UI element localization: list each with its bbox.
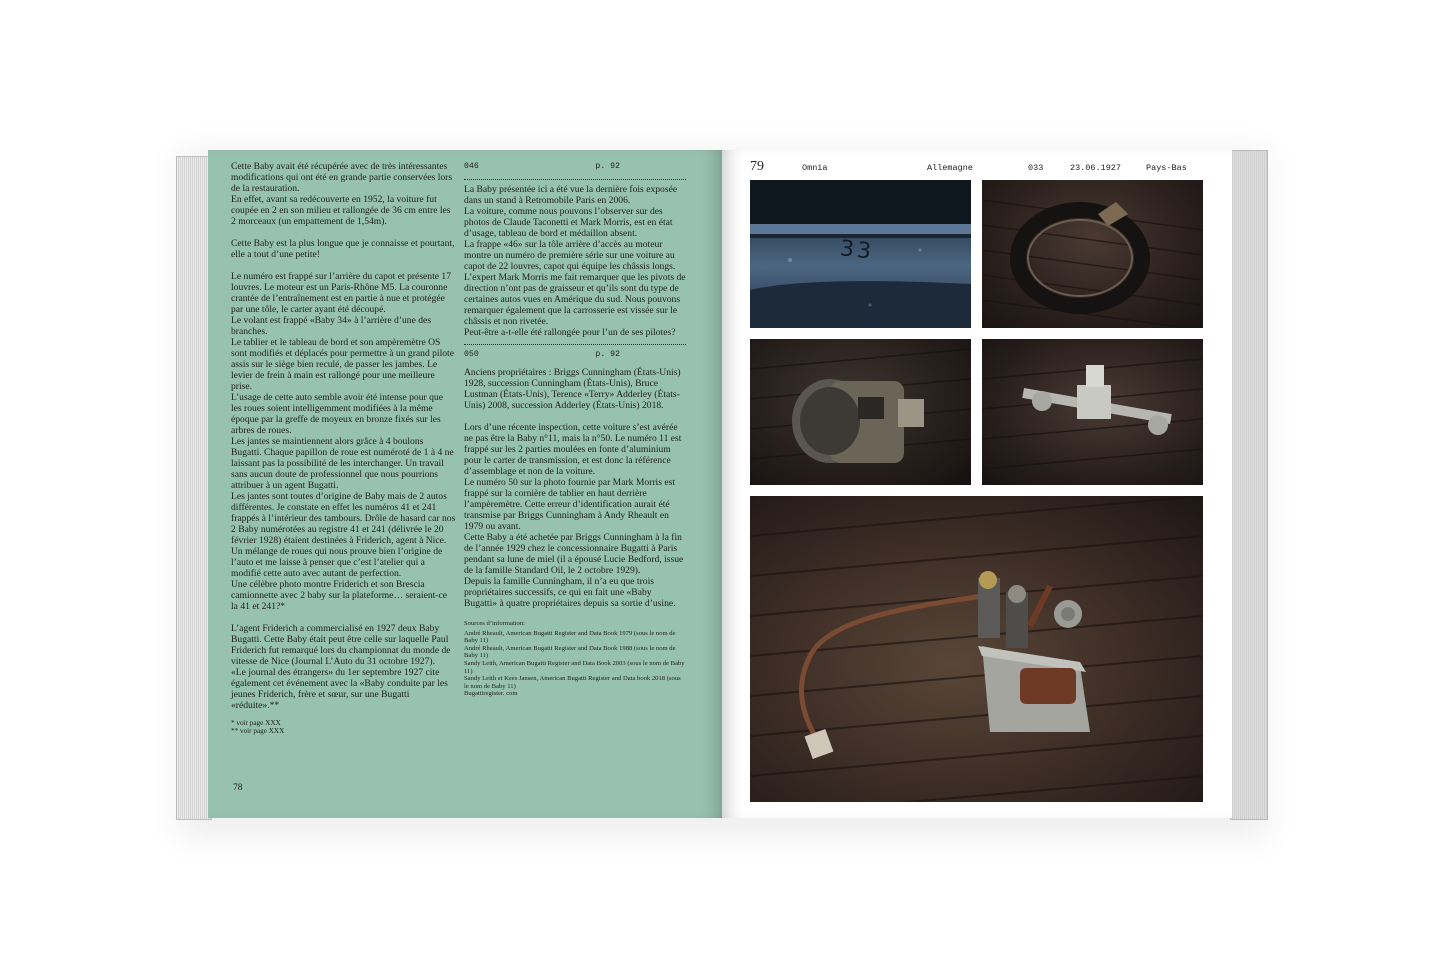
header-country: Allemagne bbox=[927, 163, 973, 173]
source-item: Sandy Leith et Kees Jansen, American Bugatti Register and Data book 2018 (sous le nom de Baby 11) bbox=[464, 675, 681, 690]
source-item: Bugattiregister. com bbox=[464, 690, 518, 698]
header-date: 23.06.1927 bbox=[1070, 163, 1122, 173]
left-page bbox=[208, 150, 722, 818]
sources-title: Sources d’information: bbox=[464, 620, 525, 627]
entry-page-ref: p. 92 bbox=[595, 162, 620, 171]
paragraph: La Baby présentée ici a été vue la dernière fois exposée dans un stand à Retromobile Paris en 2006. La voiture, comme nous pouvons l’observer sur des photos de Claude Taconetti et Mark Morris, est en état d’usage, tableau de bord et médaillon absent. La frappe «46» sur la tôle arrière d’accès au moteur montre un numéro de première série sur une voiture au capot de 22 louvres, capot qui équipe les châssis longs. L’expert Mark Morris me fait remarquer que les pivots de direction n’ont pas de graisseur et qu’ils sont du type de certaines autos vues en Amérique du sud. Nous pouvons remarquer également que la carrosserie est vissée sur le châssis et non rivetée. Peut-être a-t-elle été rallongée pour l’un de ses pilotes? bbox=[464, 184, 686, 338]
paragraph: Cette Baby est la plus longue que je connaisse et pourtant, elle a tout d’une petite! bbox=[231, 238, 455, 260]
dotted-divider bbox=[464, 344, 686, 345]
left-column-2 bbox=[464, 161, 686, 698]
photo-pedal-assembly bbox=[750, 496, 1203, 802]
right-page bbox=[722, 150, 1232, 818]
footnote: * voir page XXX bbox=[231, 719, 281, 727]
paragraph: Cette Baby avait été récupérée avec de très intéressantes modifications qui ont été en grande partie conservées lors de la restauration. En effet, avant sa redécouverte en 1952, la voiture fut coupée en 2 en son milieu et rallongée de 36 cm entre les 2 morceaux (un empattement de 1,54m). bbox=[231, 161, 453, 227]
entry-ref: 050 bbox=[464, 350, 479, 359]
entry-ref-bar bbox=[464, 161, 686, 175]
source-item: André Rheault, American Bugatti Register and Data Book 1988 (sous le nom de Baby 11) bbox=[464, 644, 676, 660]
entry-page-ref: p. 92 bbox=[595, 350, 620, 359]
book-right-edge bbox=[1230, 150, 1268, 820]
left-column-1 bbox=[231, 161, 456, 736]
entry-ref: 046 bbox=[464, 162, 479, 171]
footnote: ** voir page XXX bbox=[231, 727, 285, 736]
paragraph: Anciens propriétaires : Briggs Cunningham (États-Unis) 1928, succession Cunningham (États-Unis), Bruce Lustman (États-Unis), Terence «Terry» Adderley (États-Unis) 2008, succession Adderley (États-Unis) 2018. bbox=[464, 367, 681, 411]
paragraph: Le numéro est frappé sur l’arrière du capot et présente 17 louvres. Le moteur est un Paris-Rhône M5. La couronne crantée de l’entraînement est en partie à nue et protégée par une tôle, le carter ayant été découpé. Le volant est frappé «Baby 34» à l’arrière d’une des branches. Le tablier et le tableau de bord et son ampèremètre OS sont modifiés et déplacés pour permettre à un grand pilote assis sur le siège bien reculé, de passer les jambes. Le levier de frein à main est rallongé pour une meilleure prise. L’usage de cette auto semble avoir été intense pour que les roues soient intelligemment modifiées à la même époque par la greffe de moyeux en bronze fixés sur les arbres de roues. Les jantes se maintiennent alors grâce à 4 boulons Bugatti. Chaque papillon de roue est numéroté de 1 à 4 ne laissant pas la possibilité de les interchanger. Un travail sans aucun doute de professionnel que nous pourrions attribuer à un agent Bugatti. Les jantes sont toutes d’origine de Baby mais de 2 autos différentes. Je constate en effet les numéros 41 et 241 frappés à l’intérieur des tambours. Drôle de hasard car nos 2 Baby numérotées au registre 41 et 241 (délivrée le 20 février 1928) étaient destinées à Friderich, agent à Nice. Un mélange de roues qui nous prouve bien l’origine de l’auto et me laisse à penser que c’est l’atelier qui a modifié cette auto avec autant de perfection. Une célèbre photo montre Friderich et son Brescia camionnette avec 2 baby sur la plateforme… seraient-ce la 41 et 241?* bbox=[231, 271, 456, 612]
photo-tire bbox=[982, 180, 1203, 328]
entry-ref-bar bbox=[464, 349, 686, 363]
dotted-divider bbox=[464, 179, 686, 180]
photo-axle-part bbox=[982, 339, 1203, 485]
source-item: Sandy Leith, American Bugatti Register and Data Book 2003 (sous le nom de Baby 11) bbox=[464, 659, 685, 675]
footnotes bbox=[231, 719, 456, 736]
paragraph: Lors d’une récente inspection, cette voiture s’est avérée ne pas être la Baby n°11, mais la n°50. Le numéro 11 est frappé sur les 2 parties moulées en fonte d’aluminium pour le carter de transmission, et est donc la référence d’assemblage et non de la voiture. Le numéro 50 sur la photo fournie par Mark Morris est frappé sur la cornière de tablier en haut derrière l’ampèremètre. Cette erreur d’identification aurait été transmise par Briggs Cunningham à Andy Rheault en 1979 ou avant. Cette Baby a été achetée par Briggs Cunningham à la fin de l’année 1929 chez le concessionnaire Bugatti à Paris pendant sa lune de miel (il a épousé Lucie Bedford, issue de la famille Standard Oil, le 2 octobre 1929). Depuis la famille Cunningham, il n’a eu que trois propriétaires successifs, ce qui en fait une «Baby Bugatti» à quatre propriétaires depuis sa sortie d’usine. bbox=[464, 422, 684, 609]
header-name: Omnia bbox=[802, 163, 828, 173]
page-number: 78 bbox=[233, 782, 243, 793]
header-ref: 033 bbox=[1028, 163, 1044, 173]
page-header bbox=[750, 158, 1210, 180]
stamp-number: 33 bbox=[838, 236, 876, 265]
page-number: 79 bbox=[750, 159, 764, 174]
header-country-2: Pays-Bas bbox=[1146, 163, 1187, 173]
book-left-edge bbox=[176, 156, 212, 820]
paragraph: L’agent Friderich a commercialisé en 1927 deux Baby Bugatti. Cette Baby était peut être celle sur laquelle Paul Friderich fut remarqué lors du championnat du monde de vitesse de Nice (Journal L’Auto du 31 octobre 1927). «Le journal des étrangers» du 1er septembre 1927 cite également cet événement avec la «Baby conduite par les jeunes Friderich, frère et sœur, sur une Bugatti «réduite».** bbox=[231, 623, 451, 711]
photo-electric-motor bbox=[750, 339, 971, 485]
sources bbox=[464, 620, 686, 698]
photo-stamp-detail bbox=[750, 180, 971, 328]
source-item: André Rheault, American Bugatti Register and Data Book 1979 (sous le nom de Baby 11) bbox=[464, 629, 676, 645]
